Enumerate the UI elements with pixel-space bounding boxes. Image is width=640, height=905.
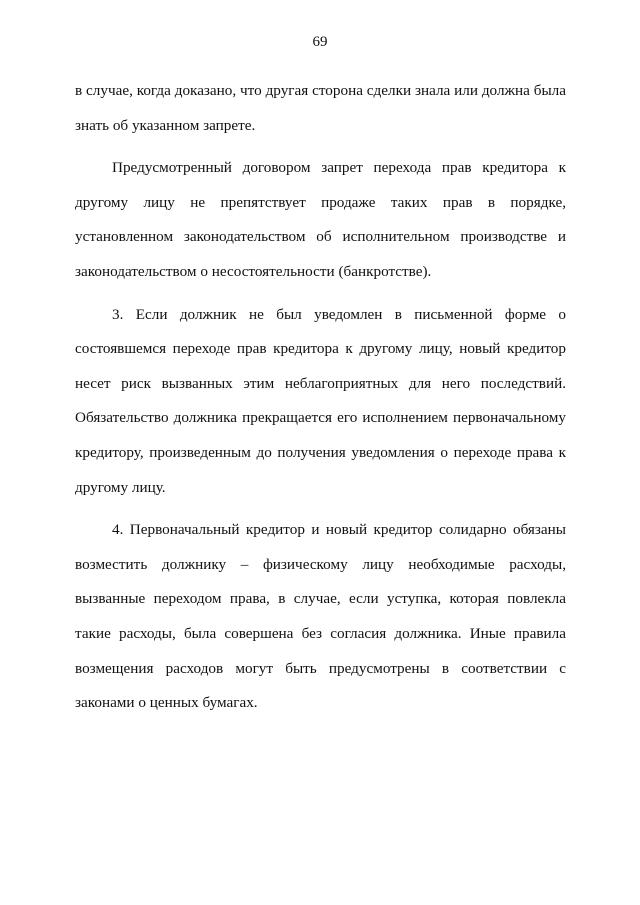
paragraph: Предусмотренный договором запрет перехода прав кредитора к другому лицу не препятствует продаже таких прав в порядке, установленном законодательством об исполнительном производстве и законодательством о несостоятельности (банкротстве).: [75, 159, 566, 280]
paragraph-item-3: 3. Если должник не был уведомлен в письменной форме о состоявшемся переходе прав кредитора к другому лицу, новый кредитор несет риск вызванных этим неблагоприятных для него последствий. Обязательство должника прекращается его исполнением первоначальному кредитору, произведенным до получения уведомления о переходе права к другому лицу.: [75, 305, 566, 496]
paragraph-continuation: в случае, когда доказано, что другая сторона сделки знала или должна была знать об указанном запрете.: [75, 82, 566, 134]
page-number: 69: [312, 34, 328, 50]
paragraph-item-4: 4. Первоначальный кредитор и новый кредитор солидарно обязаны возместить должнику – физическому лицу необходимые расходы, вызванные переходом права, в случае, если уступка, которая повлекла такие расходы, была совершена без согласия должника. Иные правила возмещения расходов могут быть предусмотрены в соответствии с законами о ценных бумагах.: [75, 521, 566, 712]
document-body: [75, 74, 566, 729]
